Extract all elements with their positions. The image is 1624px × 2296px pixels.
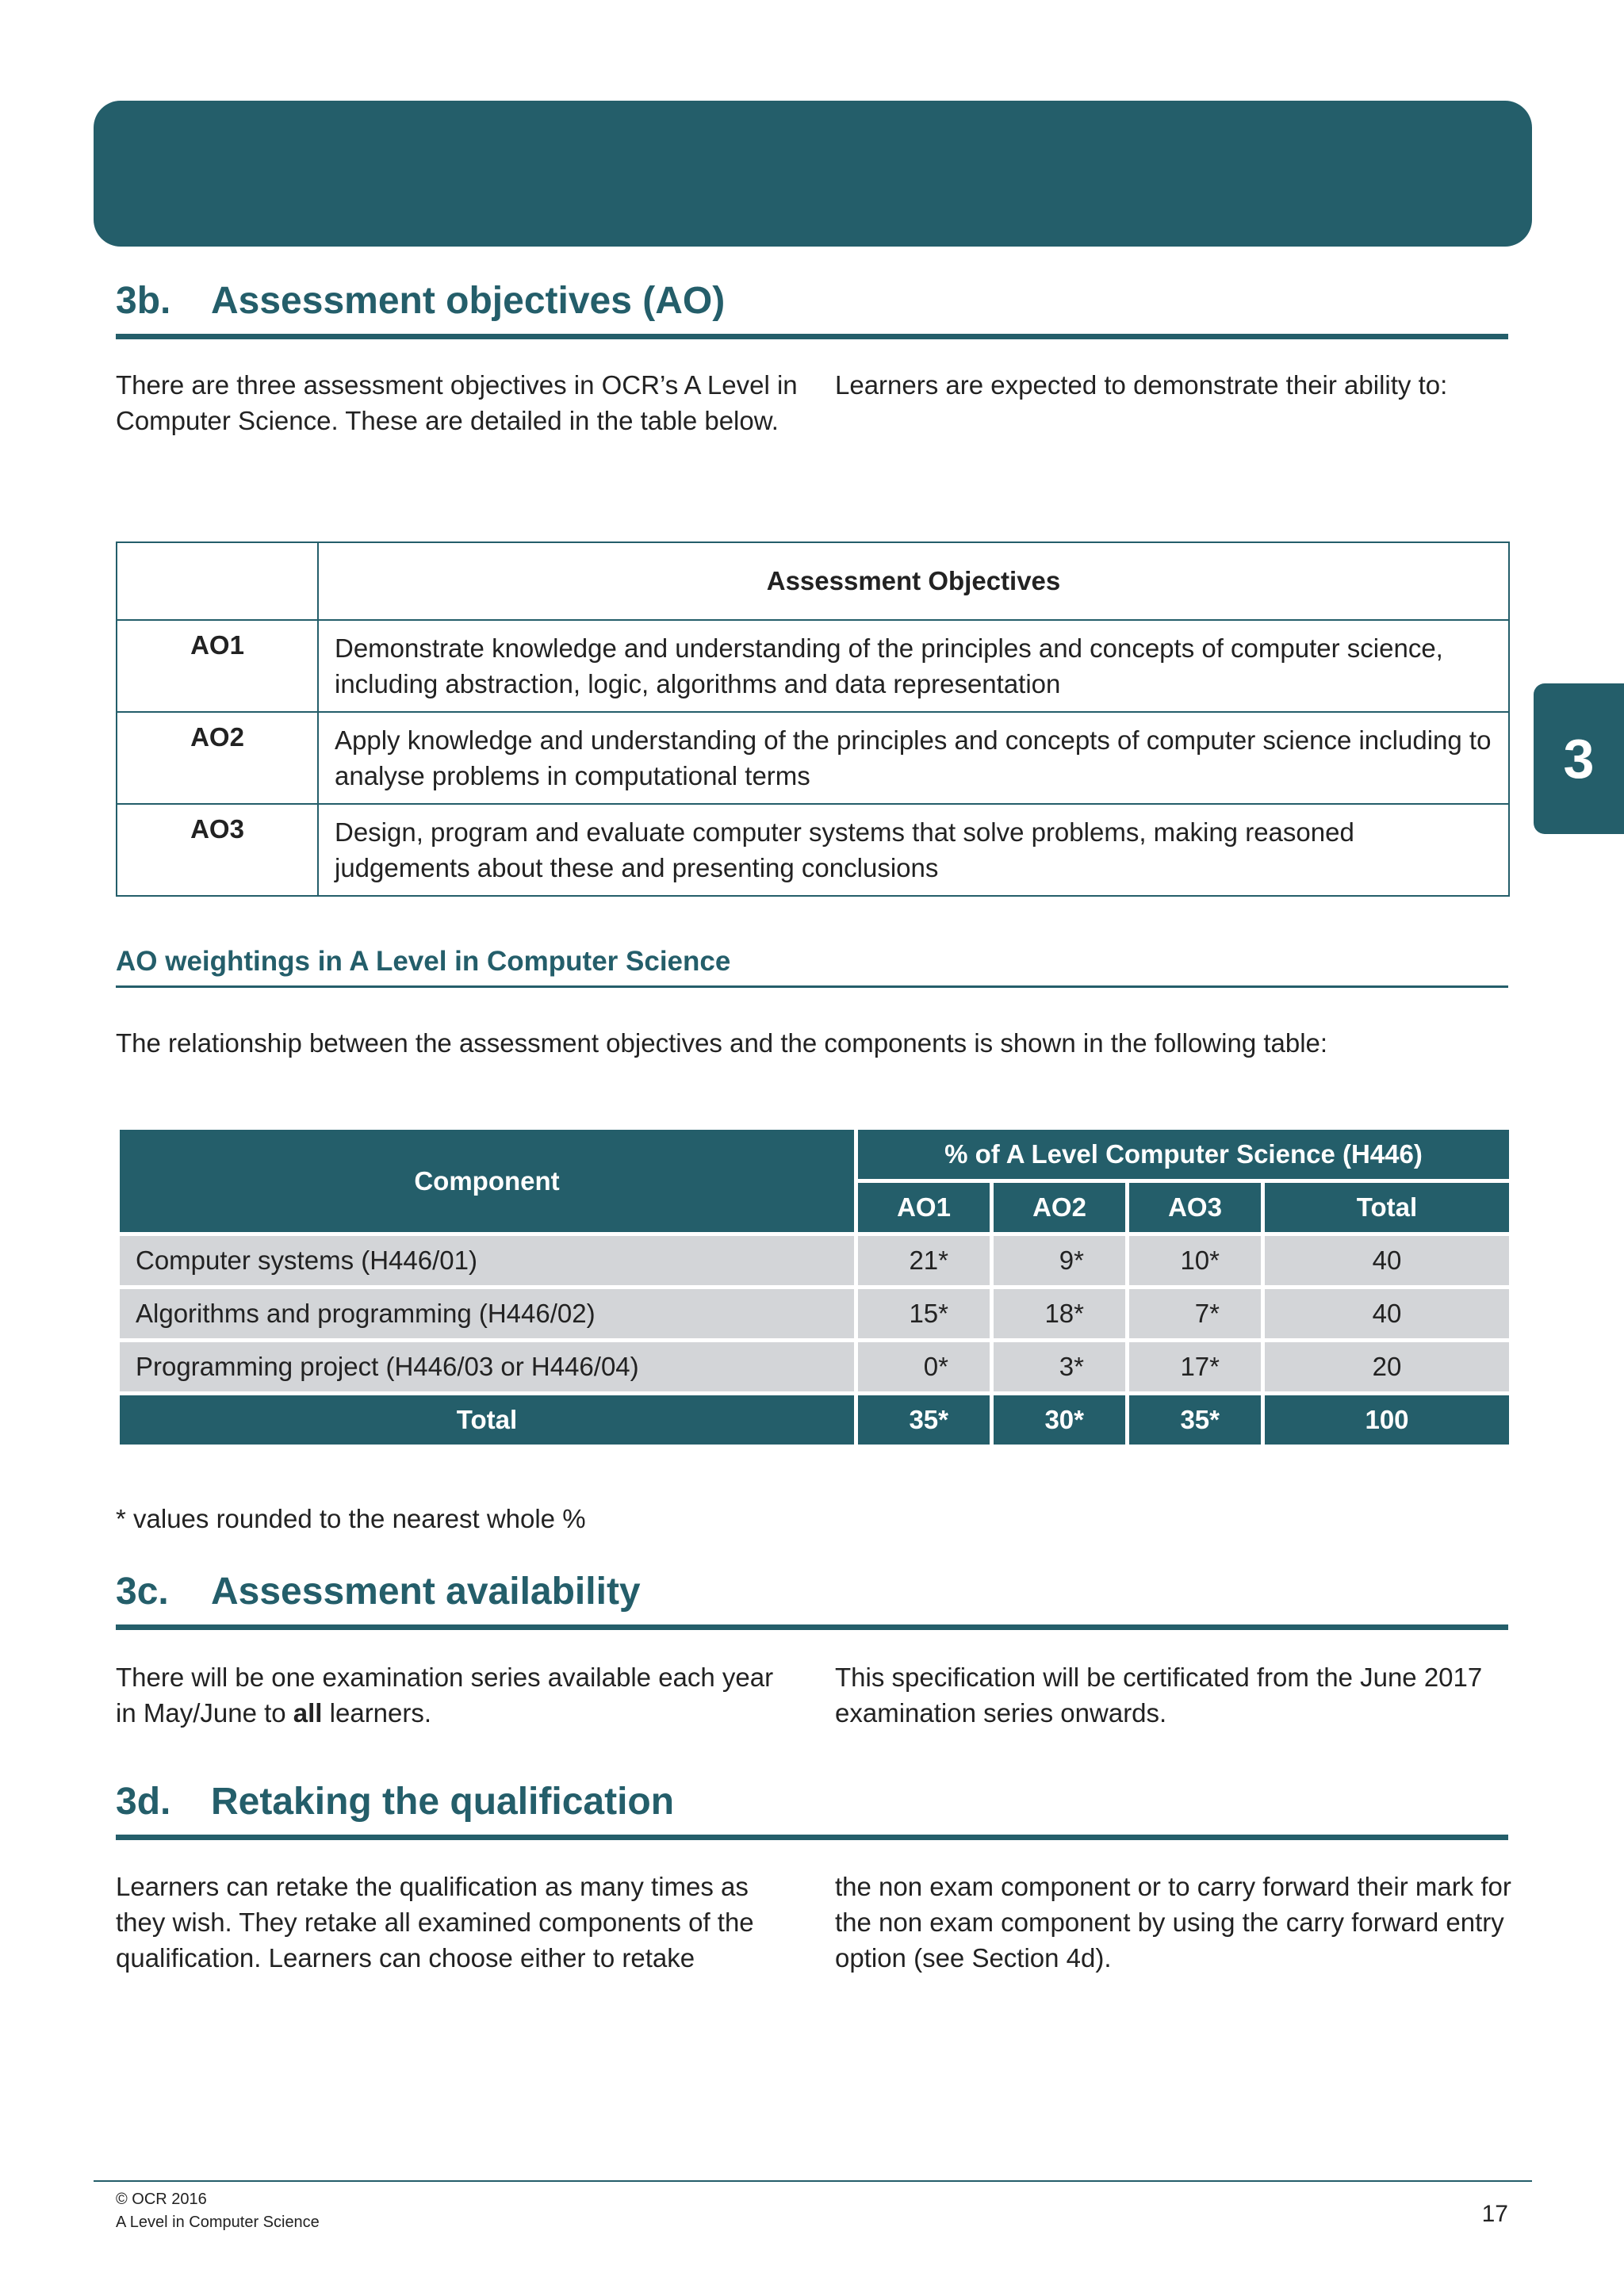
ao-description: Demonstrate knowledge and understanding of the principles and concepts of computer science, including abstraction, logic, algorithms and data representation (318, 620, 1509, 712)
column-header: AO2 (992, 1181, 1128, 1234)
ao-code: AO2 (117, 712, 318, 804)
text-run: There will be one examination series available each year in May/June to (116, 1663, 774, 1728)
total-label: Total (118, 1394, 856, 1447)
section-3c-heading (116, 1570, 1508, 1630)
ao-weightings-table (116, 1126, 1513, 1448)
footnote: * values rounded to the nearest whole % (116, 1504, 586, 1533)
ao2-total: 30* (992, 1394, 1128, 1447)
component-name: Computer systems (H446/01) (118, 1234, 856, 1288)
ao2-value: 3* (992, 1341, 1128, 1394)
component-header: Component (118, 1128, 856, 1234)
document-title: A Level in Computer Science (116, 2214, 320, 2231)
section-title: Assessment objectives (AO) (211, 280, 726, 322)
section-3d-heading (116, 1780, 1508, 1840)
footer-rule (94, 2180, 1532, 2182)
total-value: 40 (1263, 1234, 1511, 1288)
section-3c-left (116, 1659, 798, 1731)
table-total-row (118, 1394, 1511, 1447)
table-row (118, 1288, 1511, 1341)
section-3b-heading (116, 279, 1508, 339)
section-3b-intro-right: Learners are expected to demonstrate their ability to: (835, 370, 1448, 400)
section-3d-left: Learners can retake the qualification as many times as they wish. They retake all examined components of the qualification. Learners can choose either to retake (116, 1872, 754, 1973)
ao-description: Design, program and evaluate computer systems that solve problems, making reasoned judgements about these and presenting conclusions (318, 804, 1509, 896)
table-row (117, 712, 1509, 804)
table-row (118, 1234, 1511, 1288)
ao3-total: 35* (1128, 1394, 1263, 1447)
section-number: 3d. (116, 1781, 171, 1823)
table-row (117, 804, 1509, 896)
ao-description: Apply knowledge and understanding of the principles and concepts of computer science including to analyse problems in computational terms (318, 712, 1509, 804)
section-number: 3b. (116, 280, 171, 322)
grand-total: 100 (1263, 1394, 1511, 1447)
section-3c-right: This specification will be certificated from the June 2017 examination series onwards. (835, 1663, 1483, 1728)
ao-code: AO3 (117, 804, 318, 896)
section-3d-right: the non exam component or to carry forward their mark for the non exam component by using the carry forward entry option (see Section 4d). (835, 1872, 1511, 1973)
ao2-value: 9* (992, 1234, 1128, 1288)
ao-weightings-intro: The relationship between the assessment objectives and the components is shown in the following table: (116, 1028, 1328, 1058)
section-3b-intro-left: There are three assessment objectives in OCR’s A Level in Computer Science. These are detailed in the table below. (116, 370, 798, 435)
empty-header-cell (117, 542, 318, 620)
table-header-row (118, 1128, 1511, 1181)
assessment-objectives-table (116, 541, 1510, 897)
table-row (117, 620, 1509, 712)
footer-info (116, 2188, 320, 2234)
ao2-value: 18* (992, 1288, 1128, 1341)
total-value: 40 (1263, 1288, 1511, 1341)
component-name: Algorithms and programming (H446/02) (118, 1288, 856, 1341)
ao1-value: 0* (856, 1341, 992, 1394)
ao3-value: 17* (1128, 1341, 1263, 1394)
copyright: © OCR 2016 (116, 2191, 207, 2208)
text-run: learners. (322, 1698, 432, 1728)
section-title: Retaking the qualification (211, 1781, 675, 1823)
column-header: AO3 (1128, 1181, 1263, 1234)
page-number: 17 (1481, 2201, 1508, 2227)
component-name: Programming project (H446/03 or H446/04) (118, 1341, 856, 1394)
section-title: Assessment availability (211, 1571, 641, 1613)
ao3-value: 7* (1128, 1288, 1263, 1341)
percent-header: % of A Level Computer Science (H446) (856, 1128, 1511, 1181)
ao1-value: 15* (856, 1288, 992, 1341)
ao-code: AO1 (117, 620, 318, 712)
total-value: 20 (1263, 1341, 1511, 1394)
header-banner (94, 101, 1532, 247)
ao1-value: 21* (856, 1234, 992, 1288)
chapter-tab[interactable]: 3 (1534, 683, 1624, 834)
ao1-total: 35* (856, 1394, 992, 1447)
column-header: Total (1263, 1181, 1511, 1234)
column-header: AO1 (856, 1181, 992, 1234)
ao3-value: 10* (1128, 1234, 1263, 1288)
table-header: Assessment Objectives (318, 542, 1509, 620)
section-number: 3c. (116, 1571, 169, 1613)
ao-weightings-heading: AO weightings in A Level in Computer Science (116, 946, 1508, 988)
table-header-row (117, 542, 1509, 620)
table-row (118, 1341, 1511, 1394)
emphasis-all: all (293, 1698, 323, 1728)
